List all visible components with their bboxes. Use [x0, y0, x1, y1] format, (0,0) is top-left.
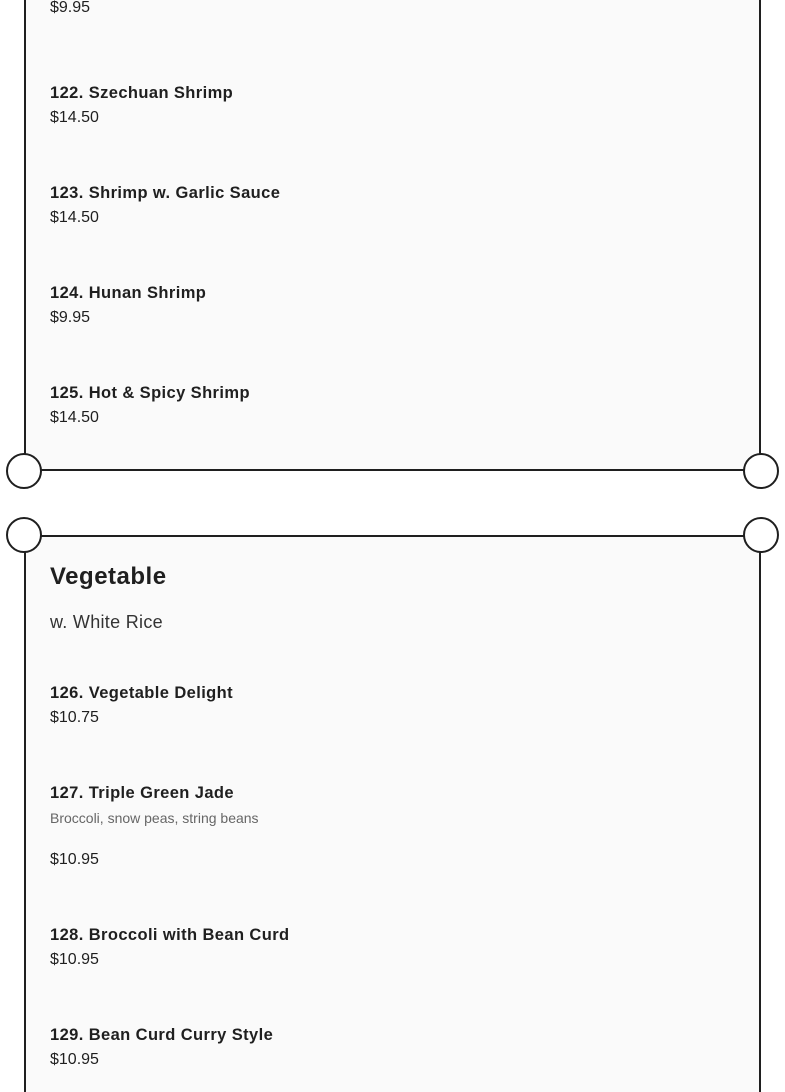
item-description: Broccoli, snow peas, string beans: [50, 810, 259, 826]
item-price: $9.95: [50, 309, 91, 326]
item-price: $14.50: [50, 109, 99, 126]
menu-item: [50, 0, 90, 17]
section-title: Vegetable: [50, 563, 167, 590]
item-name: 124. Hunan Shrimp: [50, 284, 207, 302]
item-price: $10.95: [50, 1051, 99, 1068]
corner-notch: [743, 453, 779, 489]
section-subtitle: w. White Rice: [50, 612, 163, 632]
item-price: $9.95: [50, 0, 91, 16]
item-name: 126. Vegetable Delight: [50, 684, 234, 702]
menu-item: [50, 184, 280, 227]
menu-item: [50, 284, 206, 327]
menu-item: [50, 84, 233, 127]
menu-item: [50, 784, 259, 869]
menu-item: [50, 1026, 273, 1069]
corner-notch: [743, 517, 779, 553]
item-price: $14.50: [50, 409, 99, 426]
item-name: 123. Shrimp w. Garlic Sauce: [50, 184, 281, 202]
menu-item: [50, 926, 290, 969]
vegetable-section-card: [24, 535, 761, 1092]
item-price: $10.75: [50, 709, 99, 726]
item-price: $10.95: [50, 951, 99, 968]
menu-item: [50, 684, 233, 727]
item-name: 122. Szechuan Shrimp: [50, 84, 234, 102]
corner-notch: [6, 453, 42, 489]
item-price: $14.50: [50, 209, 99, 226]
item-name: 128. Broccoli with Bean Curd: [50, 926, 290, 944]
item-name: 127. Triple Green Jade: [50, 784, 234, 802]
shrimp-section-card: [24, 0, 761, 471]
item-price: $10.95: [50, 851, 99, 868]
item-name: 129. Bean Curd Curry Style: [50, 1026, 274, 1044]
corner-notch: [6, 517, 42, 553]
item-name: 125. Hot & Spicy Shrimp: [50, 384, 250, 402]
menu-item: [50, 384, 250, 427]
